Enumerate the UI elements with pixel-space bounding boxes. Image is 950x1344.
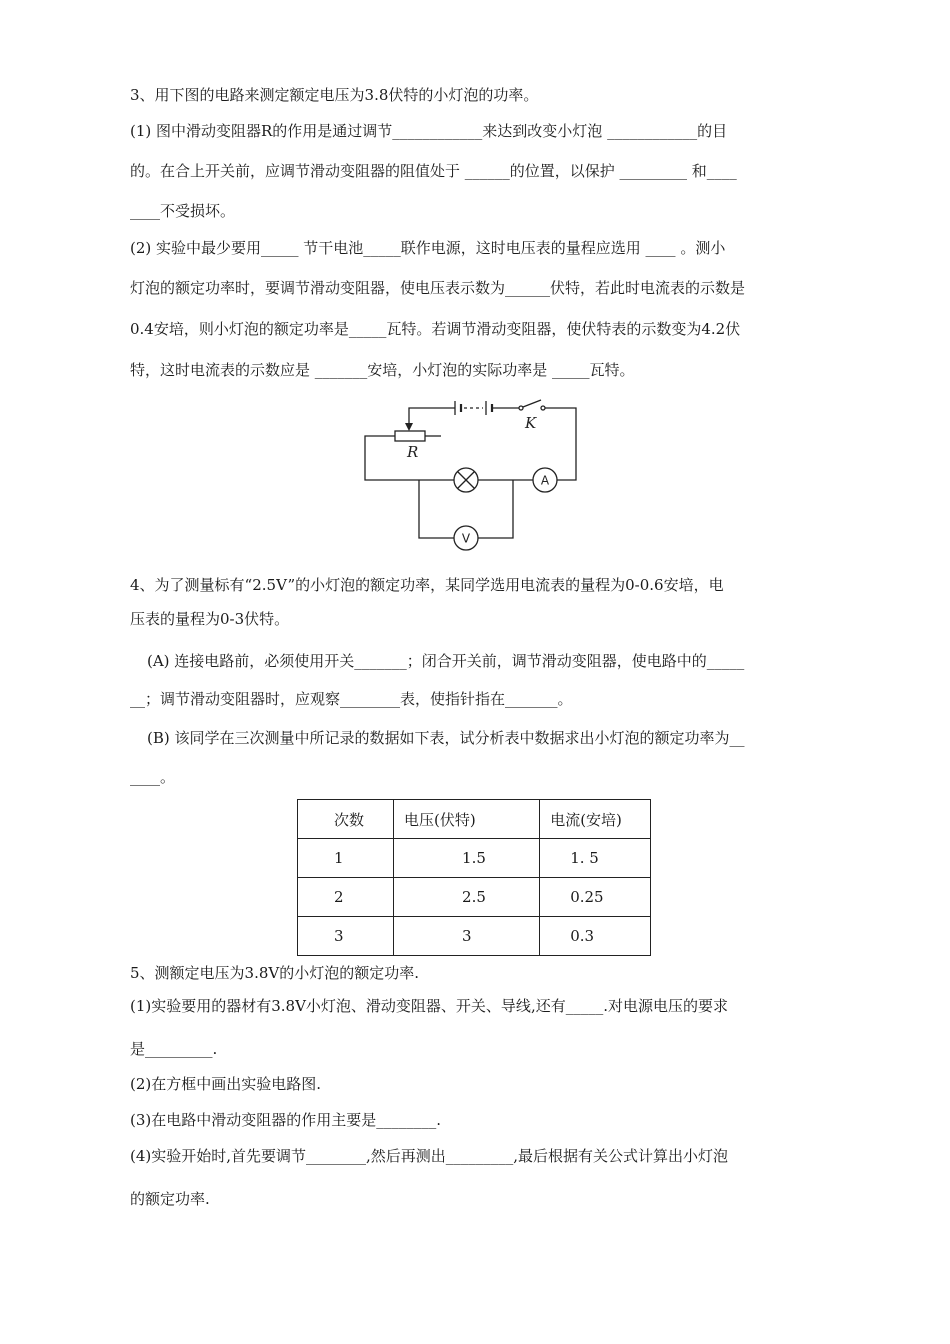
circuit-diagram	[355, 398, 595, 556]
table-header-cell: 电流(安培)	[540, 800, 651, 839]
table-row	[298, 878, 651, 917]
q3-part2-line2: 灯泡的额定功率时，要调节滑动变阻器，使电压表示数为______伏特，若此时电流表的示数是	[130, 279, 746, 297]
table-cell: 2	[298, 878, 394, 917]
q3-part2-line4: 特，这时电流表的示数应是 _______安培，小灯泡的实际功率是 _____瓦特。	[130, 361, 635, 379]
q4-intro-line2: 压表的量程为0-3伏特。	[130, 610, 290, 628]
q4-part-b-line2: ____。	[130, 768, 176, 786]
table-row	[298, 917, 651, 956]
table-cell: 2.5	[394, 878, 540, 917]
table-row	[298, 839, 651, 878]
table-cell: 3	[394, 917, 540, 956]
q3-part2-line3: 0.4安培，则小灯泡的额定功率是_____瓦特。若调节滑动变阻器，使伏特表的示数变为4.2伏	[130, 320, 741, 338]
q3-intro: 3、用下图的电路来测定额定电压为3.8伏特的小灯泡的功率。	[130, 86, 539, 104]
rheostat-label: R	[407, 443, 419, 461]
table-cell: 0.3	[540, 917, 651, 956]
q4-part-a-line1: (A) 连接电路前，必须使用开关_______；闭合开关前，调节滑动变阻器，使电路中的_____	[147, 652, 745, 670]
q5-part4-line1: (4)实验开始时,首先要调节________,然后再测出_________,最后根据有关公式计算出小灯泡	[130, 1147, 729, 1165]
table-cell: 3	[298, 917, 394, 956]
voltmeter-label: V	[461, 531, 471, 546]
switch-label: K	[525, 414, 537, 432]
table-header-row	[298, 800, 651, 839]
table-cell: 1	[298, 839, 394, 878]
q5-part4-line2: 的额定功率.	[130, 1190, 210, 1208]
q3-part1-line2: 的。在合上开关前，应调节滑动变阻器的阻值处于 ______的位置，以保护 _________ 和____	[130, 162, 737, 180]
q3-part2-line1: (2) 实验中最少要用_____ 节干电池_____联作电源，这时电压表的量程应选用 ____ 。测小	[130, 239, 726, 257]
q5-intro: 5、测额定电压为3.8V的小灯泡的额定功率.	[130, 964, 420, 982]
q5-part3: (3)在电路中滑动变阻器的作用主要是________.	[130, 1111, 442, 1129]
q4-part-a-line2: __；调节滑动变阻器时，应观察________表，使指针指在_______。	[130, 690, 573, 708]
q3-part1-line1: (1) 图中滑动变阻器R的作用是通过调节____________来达到改变小灯泡 ____________的目	[130, 122, 728, 140]
q3-part1-line3: ____不受损坏。	[130, 202, 236, 220]
table-cell: 1. 5	[540, 839, 651, 878]
table-cell: 0.25	[540, 878, 651, 917]
table-header-cell: 次数	[298, 800, 394, 839]
measurement-table	[297, 799, 651, 956]
q5-part1-line1: (1)实验要用的器材有3.8V小灯泡、滑动变阻器、开关、导线,还有_____.对电源电压的要求	[130, 997, 728, 1015]
q5-part1-line2: 是_________.	[130, 1040, 218, 1058]
table-header-cell: 电压(伏特)	[394, 800, 540, 839]
q4-intro-line1: 4、为了测量标有“2.5V”的小灯泡的额定功率，某同学选用电流表的量程为0-0.6安培，电	[130, 576, 724, 594]
table-cell: 1.5	[394, 839, 540, 878]
q4-part-b-line1: (B) 该同学在三次测量中所记录的数据如下表，试分析表中数据求出小灯泡的额定功率为__	[147, 729, 745, 747]
ammeter-label: A	[540, 473, 550, 488]
q5-part2: (2)在方框中画出实验电路图.	[130, 1075, 322, 1093]
